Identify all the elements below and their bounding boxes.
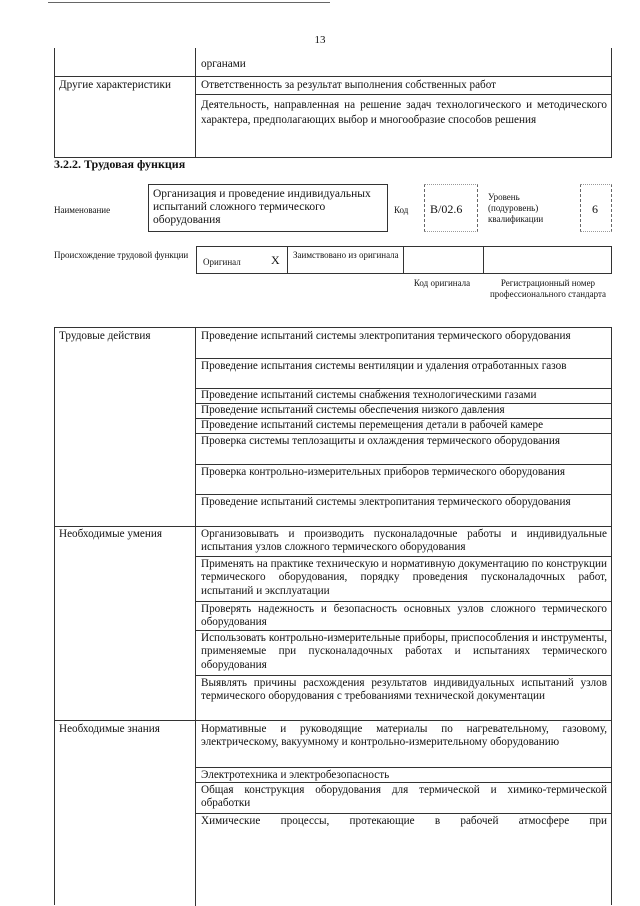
skill: Организовывать и производить пусконаладочные работы и индивидуальные испытания узлов сложного термического оборудования — [201, 528, 607, 554]
main-table — [54, 327, 612, 905]
row-label: Необходимые умения — [59, 528, 162, 540]
group-line — [55, 526, 611, 527]
table-row-line — [195, 358, 611, 359]
table-cell: Ответственность за результат выполнения собственных работ — [201, 79, 497, 91]
table-row-line — [195, 464, 611, 465]
knowledge-item: Химические процессы, протекающие в рабочей атмосфере при — [201, 815, 607, 827]
table-row-line — [195, 556, 611, 557]
name-label: Наименование — [54, 205, 111, 215]
original-label: Оригинал — [203, 257, 241, 267]
reg-number-caption: Регистрационный номер профессионального стандарта — [489, 278, 607, 299]
knowledge-item: Нормативные и руководящие материалы по нагревательному, газовому, электрическому, вакуумному и контрольно-измерительному оборудованию — [201, 723, 607, 749]
table-row-line — [195, 813, 611, 814]
origin-table — [196, 246, 612, 274]
origin-divider — [483, 247, 484, 274]
characteristics-table — [54, 48, 612, 158]
row-label: Необходимые знания — [59, 723, 160, 735]
table-cell: органами — [201, 58, 246, 70]
page-number: 13 — [314, 34, 326, 46]
table-row-line — [195, 675, 611, 676]
table-row-line — [55, 76, 611, 77]
labor-action: Проверка контрольно-измерительных приборов термического оборудования — [201, 466, 566, 478]
section-title: 3.2.2. Трудовая функция — [54, 157, 186, 171]
code-original-caption: Код оригинала — [413, 278, 471, 288]
code-label: Код — [394, 205, 409, 215]
function-code: В/02.6 — [430, 202, 463, 216]
borrowed-label: Заимствовано из оригинала — [293, 250, 399, 260]
skill: Использовать контрольно-измерительные приборы, приспособления и инструменты, применяемые при пусконаладочных работах и испытаниях термического оборудования — [201, 632, 607, 671]
skill: Проверять надежность и безопасность основных узлов сложного термического оборудования — [201, 603, 607, 629]
table-row-line — [195, 767, 611, 768]
labor-action: Проведение испытаний системы перемещения детали в рабочей камере — [201, 419, 544, 431]
group-line — [55, 720, 611, 721]
table-row-line — [195, 630, 611, 631]
table-divider — [195, 48, 196, 157]
knowledge-item: Общая конструкция оборудования для термической и химико-термической обработки — [201, 784, 607, 810]
function-name: Организация и проведение индивидуальных испытаний сложного термического оборудования — [153, 188, 371, 226]
table-divider — [195, 328, 196, 906]
origin-label: Происхождение трудовой функции — [54, 250, 189, 260]
table-row-line — [195, 94, 611, 95]
row-label: Другие характеристики — [59, 79, 171, 91]
level-label: Уровень (подуровень) квалификации — [488, 192, 544, 224]
origin-divider — [403, 247, 404, 274]
table-cell: Деятельность, направленная на решение задач технологического и методического характера, предполагающих выбор и многообразие способов решения — [201, 99, 607, 126]
labor-action: Проведение испытания системы вентиляции и удаления отработанных газов — [201, 360, 567, 372]
table-row-line — [195, 601, 611, 602]
qualification-level: 6 — [592, 202, 598, 216]
knowledge-item: Электротехника и электробезопасность — [201, 769, 390, 781]
top-scan-line — [48, 2, 330, 3]
table-row-line — [195, 433, 611, 434]
skill: Выявлять причины расхождения результатов индивидуальных испытаний узлов термического оборудования с требованиями технической документации — [201, 677, 607, 703]
labor-action: Проведение испытаний системы электропитания термического оборудования — [201, 330, 571, 342]
labor-action: Проведение испытаний системы обеспечения низкого давления — [201, 404, 505, 416]
table-row-line — [195, 494, 611, 495]
original-mark: X — [271, 253, 280, 267]
skill: Применять на практике техническую и нормативную документацию по конструкции термического оборудования, порядку проведения пусконаладочных работ, испытаний и эксплуатации — [201, 558, 607, 597]
row-label: Трудовые действия — [59, 330, 151, 342]
labor-action: Проведение испытаний системы снабжения технологическими газами — [201, 389, 537, 401]
origin-divider — [287, 247, 288, 274]
labor-action: Проверка системы теплозащиты и охлаждения термического оборудования — [201, 435, 561, 447]
labor-action: Проведение испытаний системы электропитания термического оборудования — [201, 496, 571, 508]
